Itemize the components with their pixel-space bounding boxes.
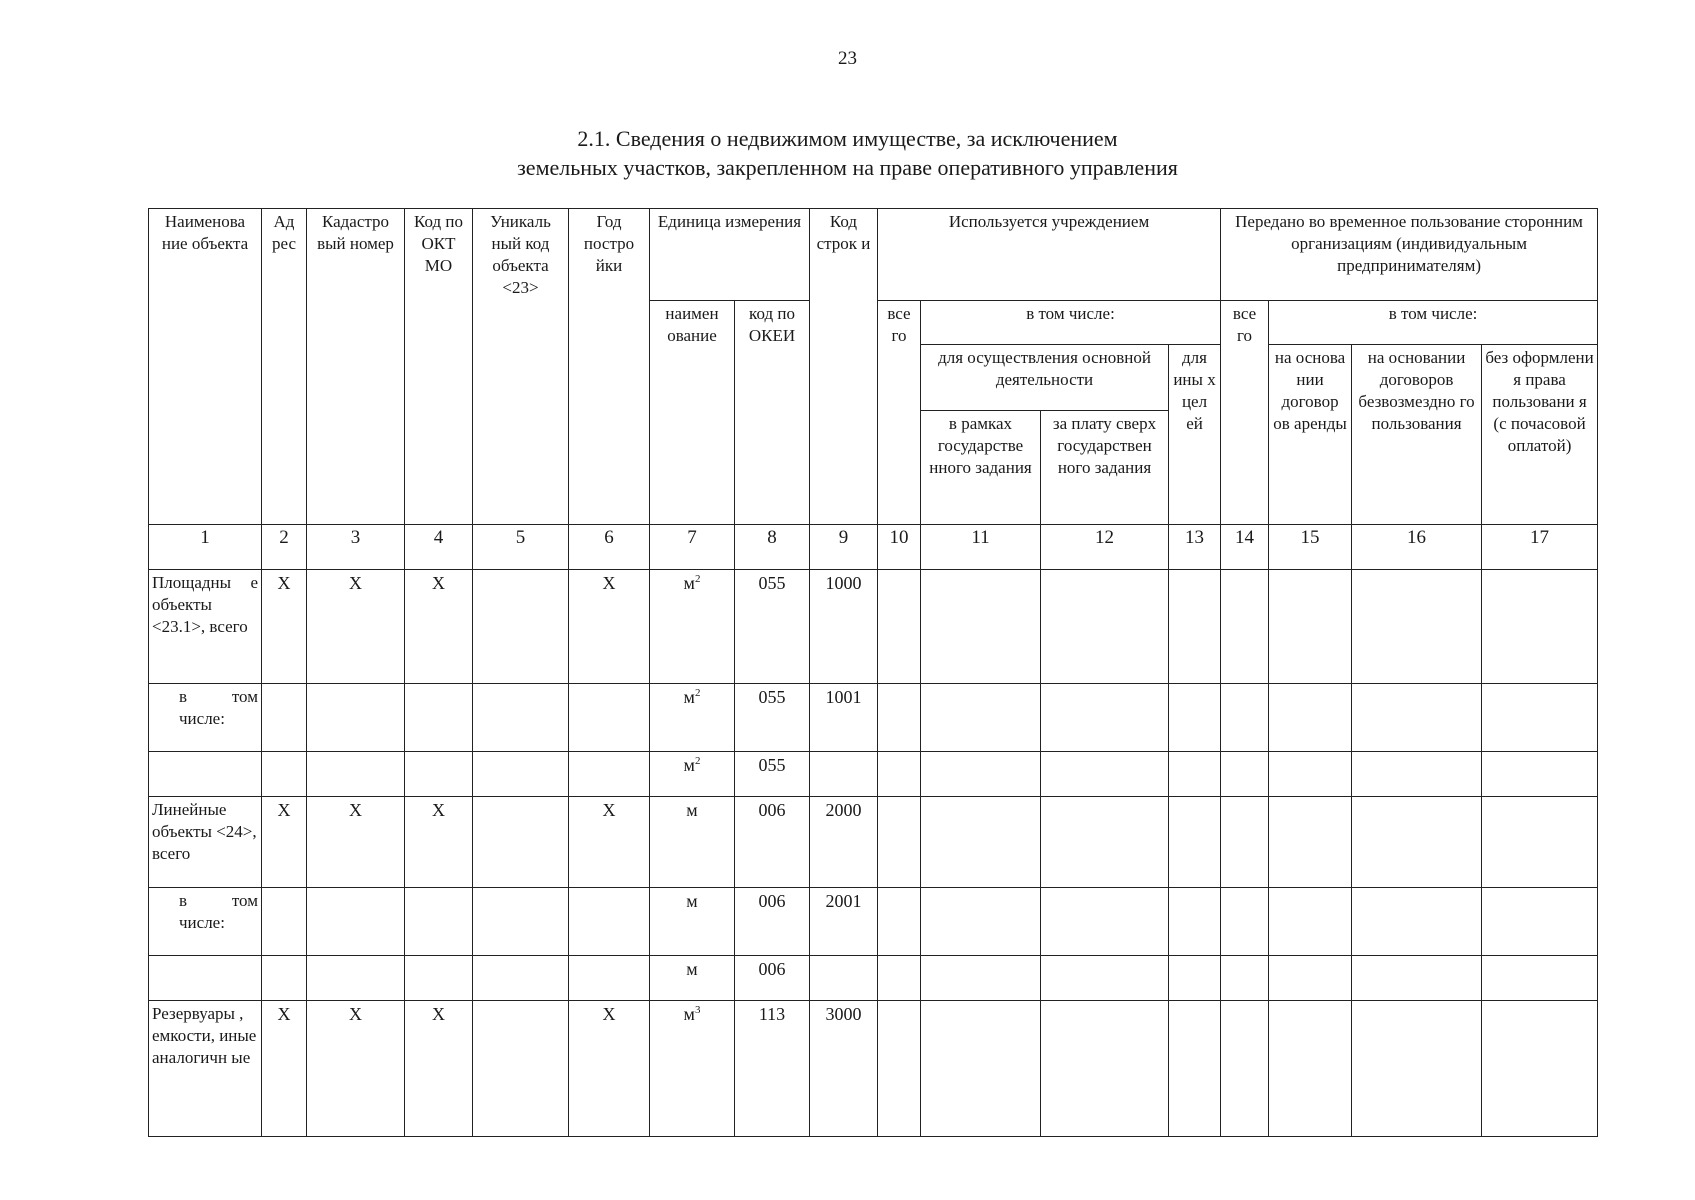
- oktmo-cell: X: [405, 570, 473, 684]
- line-code-cell: [810, 956, 878, 1001]
- value-cell: [878, 570, 921, 684]
- column-number: 15: [1269, 525, 1352, 570]
- value-cell: [878, 797, 921, 888]
- object-name: в том числе:: [149, 684, 262, 752]
- okei-cell: 006: [735, 888, 810, 956]
- header-paid-above: за плату сверх государствен ного задания: [1041, 411, 1169, 525]
- table-row: [149, 797, 1598, 888]
- address-cell: [262, 752, 307, 797]
- value-cell: [1221, 797, 1269, 888]
- value-cell: [878, 684, 921, 752]
- value-cell: [921, 570, 1041, 684]
- oktmo-cell: X: [405, 797, 473, 888]
- column-number: 16: [1352, 525, 1482, 570]
- cadastral-cell: X: [307, 797, 405, 888]
- value-cell: [1352, 797, 1482, 888]
- table-row: [149, 570, 1598, 684]
- value-cell: [1041, 1001, 1169, 1137]
- oktmo-cell: [405, 752, 473, 797]
- cadastral-cell: X: [307, 1001, 405, 1137]
- value-cell: [921, 956, 1041, 1001]
- value-cell: [1269, 570, 1352, 684]
- value-cell: [1169, 888, 1221, 956]
- column-number: 4: [405, 525, 473, 570]
- value-cell: [878, 752, 921, 797]
- title-line-2: земельных участков, закрепленном на праве оперативного управления: [517, 155, 1178, 180]
- value-cell: [1041, 684, 1169, 752]
- title-line-1: 2.1. Сведения о недвижимом имуществе, за исключением: [577, 126, 1118, 151]
- header-name: Наименова ние объекта: [149, 209, 262, 525]
- unit-cell: [650, 797, 735, 888]
- column-number: 7: [650, 525, 735, 570]
- document-title: [0, 124, 1695, 182]
- value-cell: [1221, 1001, 1269, 1137]
- header-free-use: на основании договоров безвозмездно го пользования: [1352, 345, 1482, 525]
- okei-cell: 113: [735, 1001, 810, 1137]
- unit-cell: [650, 684, 735, 752]
- line-code-cell: [810, 752, 878, 797]
- object-name: Линейные объекты <24>, всего: [149, 797, 262, 888]
- year-cell: [569, 888, 650, 956]
- unique-code-cell: [473, 1001, 569, 1137]
- header-unit-okei: код по ОКЕИ: [735, 301, 810, 525]
- column-number: 3: [307, 525, 405, 570]
- value-cell: [1352, 1001, 1482, 1137]
- header-unique-code: Уникаль ный код объекта <23>: [473, 209, 569, 525]
- unique-code-cell: [473, 956, 569, 1001]
- object-name: [149, 956, 262, 1001]
- cadastral-cell: X: [307, 570, 405, 684]
- okei-cell: 006: [735, 797, 810, 888]
- okei-cell: 006: [735, 956, 810, 1001]
- column-number: 14: [1221, 525, 1269, 570]
- value-cell: [1041, 888, 1169, 956]
- cadastral-cell: [307, 752, 405, 797]
- value-cell: [1041, 752, 1169, 797]
- value-cell: [1221, 684, 1269, 752]
- address-cell: [262, 684, 307, 752]
- line-code-cell: 2000: [810, 797, 878, 888]
- year-cell: [569, 684, 650, 752]
- value-cell: [1352, 956, 1482, 1001]
- header-line-code: Код строк и: [810, 209, 878, 525]
- value-cell: [1169, 752, 1221, 797]
- column-number: 1: [149, 525, 262, 570]
- table-row: [149, 888, 1598, 956]
- value-cell: [1482, 888, 1598, 956]
- value-cell: [921, 888, 1041, 956]
- address-cell: [262, 956, 307, 1001]
- table-row: [149, 684, 1598, 752]
- value-cell: [1041, 797, 1169, 888]
- header-main-activity: для осуществления основной деятельности: [921, 345, 1169, 411]
- column-number: 6: [569, 525, 650, 570]
- header-cadastral: Кадастро вый номер: [307, 209, 405, 525]
- value-cell: [921, 684, 1041, 752]
- column-number: 10: [878, 525, 921, 570]
- unique-code-cell: [473, 797, 569, 888]
- value-cell: [1352, 888, 1482, 956]
- header-state-task: в рамках государстве нного задания: [921, 411, 1041, 525]
- header-transferred-total: все го: [1221, 301, 1269, 525]
- value-cell: [1041, 570, 1169, 684]
- unit-cell: [650, 888, 735, 956]
- unique-code-cell: [473, 888, 569, 956]
- address-cell: X: [262, 797, 307, 888]
- unit-text: м: [686, 800, 698, 820]
- value-cell: [1169, 570, 1221, 684]
- unique-code-cell: [473, 684, 569, 752]
- value-cell: [921, 752, 1041, 797]
- unique-code-cell: [473, 570, 569, 684]
- header-lease: на основа нии договор ов аренды: [1269, 345, 1352, 525]
- value-cell: [1482, 1001, 1598, 1137]
- value-cell: [1269, 684, 1352, 752]
- value-cell: [1221, 888, 1269, 956]
- object-name: [149, 752, 262, 797]
- year-cell: X: [569, 797, 650, 888]
- column-number: 17: [1482, 525, 1598, 570]
- unit-cell: [650, 1001, 735, 1137]
- header-transferred: Передано во временное пользование сторонним организациям (индивидуальным предпринимателям): [1221, 209, 1598, 301]
- oktmo-cell: [405, 888, 473, 956]
- unit-text: м: [683, 687, 695, 707]
- oktmo-cell: X: [405, 1001, 473, 1137]
- year-cell: X: [569, 1001, 650, 1137]
- unit-power: 2: [694, 573, 701, 585]
- header-unit-name: наимен ование: [650, 301, 735, 525]
- okei-cell: 055: [735, 752, 810, 797]
- line-code-cell: 3000: [810, 1001, 878, 1137]
- value-cell: [921, 1001, 1041, 1137]
- header-address: Ад рес: [262, 209, 307, 525]
- page-number: 23: [838, 48, 857, 69]
- value-cell: [921, 797, 1041, 888]
- value-cell: [1352, 752, 1482, 797]
- line-code-cell: 1000: [810, 570, 878, 684]
- value-cell: [878, 888, 921, 956]
- unit-text: м: [683, 755, 695, 775]
- year-cell: [569, 752, 650, 797]
- cadastral-cell: [307, 888, 405, 956]
- unit-power: 3: [694, 1004, 701, 1016]
- address-cell: X: [262, 1001, 307, 1137]
- cadastral-cell: [307, 956, 405, 1001]
- header-unit: Единица измерения: [650, 209, 810, 301]
- table-row: [149, 956, 1598, 1001]
- value-cell: [1169, 1001, 1221, 1137]
- oktmo-cell: [405, 956, 473, 1001]
- column-number: 12: [1041, 525, 1169, 570]
- value-cell: [1482, 797, 1598, 888]
- address-cell: [262, 888, 307, 956]
- column-number: 11: [921, 525, 1041, 570]
- header-transferred-incl: в том числе:: [1269, 301, 1598, 345]
- header-used: Используется учреждением: [878, 209, 1221, 301]
- column-number-row: [149, 525, 1598, 570]
- value-cell: [1169, 797, 1221, 888]
- value-cell: [1269, 797, 1352, 888]
- column-number: 2: [262, 525, 307, 570]
- okei-cell: 055: [735, 570, 810, 684]
- header-oktmo: Код по ОКТ МО: [405, 209, 473, 525]
- unit-cell: [650, 570, 735, 684]
- unit-text: м: [686, 891, 698, 911]
- column-number: 13: [1169, 525, 1221, 570]
- unit-power: 2: [694, 755, 701, 767]
- okei-cell: 055: [735, 684, 810, 752]
- object-name: Площадны е объекты <23.1>, всего: [149, 570, 262, 684]
- unit-cell: [650, 956, 735, 1001]
- value-cell: [1269, 956, 1352, 1001]
- value-cell: [1221, 570, 1269, 684]
- table-row: [149, 752, 1598, 797]
- value-cell: [1041, 956, 1169, 1001]
- year-cell: [569, 956, 650, 1001]
- unit-text: м: [683, 1004, 695, 1024]
- value-cell: [1352, 684, 1482, 752]
- value-cell: [1221, 752, 1269, 797]
- value-cell: [1482, 956, 1598, 1001]
- object-name: Резервуары , емкости, иные аналогичн ые: [149, 1001, 262, 1137]
- header-used-total: все го: [878, 301, 921, 525]
- value-cell: [1482, 684, 1598, 752]
- value-cell: [1269, 888, 1352, 956]
- table-row: [149, 1001, 1598, 1137]
- value-cell: [1482, 570, 1598, 684]
- unit-power: 2: [694, 687, 701, 699]
- header-other-purposes: для ины х цел ей: [1169, 345, 1221, 525]
- address-cell: X: [262, 570, 307, 684]
- column-number: 9: [810, 525, 878, 570]
- property-table: [148, 208, 1598, 1137]
- header-used-incl: в том числе:: [921, 301, 1221, 345]
- value-cell: [1169, 956, 1221, 1001]
- column-number: 5: [473, 525, 569, 570]
- value-cell: [1169, 684, 1221, 752]
- unit-text: м: [683, 573, 695, 593]
- value-cell: [1482, 752, 1598, 797]
- header-year: Год постро йки: [569, 209, 650, 525]
- value-cell: [1352, 570, 1482, 684]
- value-cell: [1269, 752, 1352, 797]
- unit-text: м: [686, 959, 698, 979]
- unique-code-cell: [473, 752, 569, 797]
- value-cell: [1269, 1001, 1352, 1137]
- line-code-cell: 1001: [810, 684, 878, 752]
- cadastral-cell: [307, 684, 405, 752]
- oktmo-cell: [405, 684, 473, 752]
- line-code-cell: 2001: [810, 888, 878, 956]
- value-cell: [1221, 956, 1269, 1001]
- object-name: в том числе:: [149, 888, 262, 956]
- value-cell: [878, 956, 921, 1001]
- unit-cell: [650, 752, 735, 797]
- year-cell: X: [569, 570, 650, 684]
- header-no-registration: без оформлени я права пользовани я (с почасовой оплатой): [1482, 345, 1598, 525]
- value-cell: [878, 1001, 921, 1137]
- column-number: 8: [735, 525, 810, 570]
